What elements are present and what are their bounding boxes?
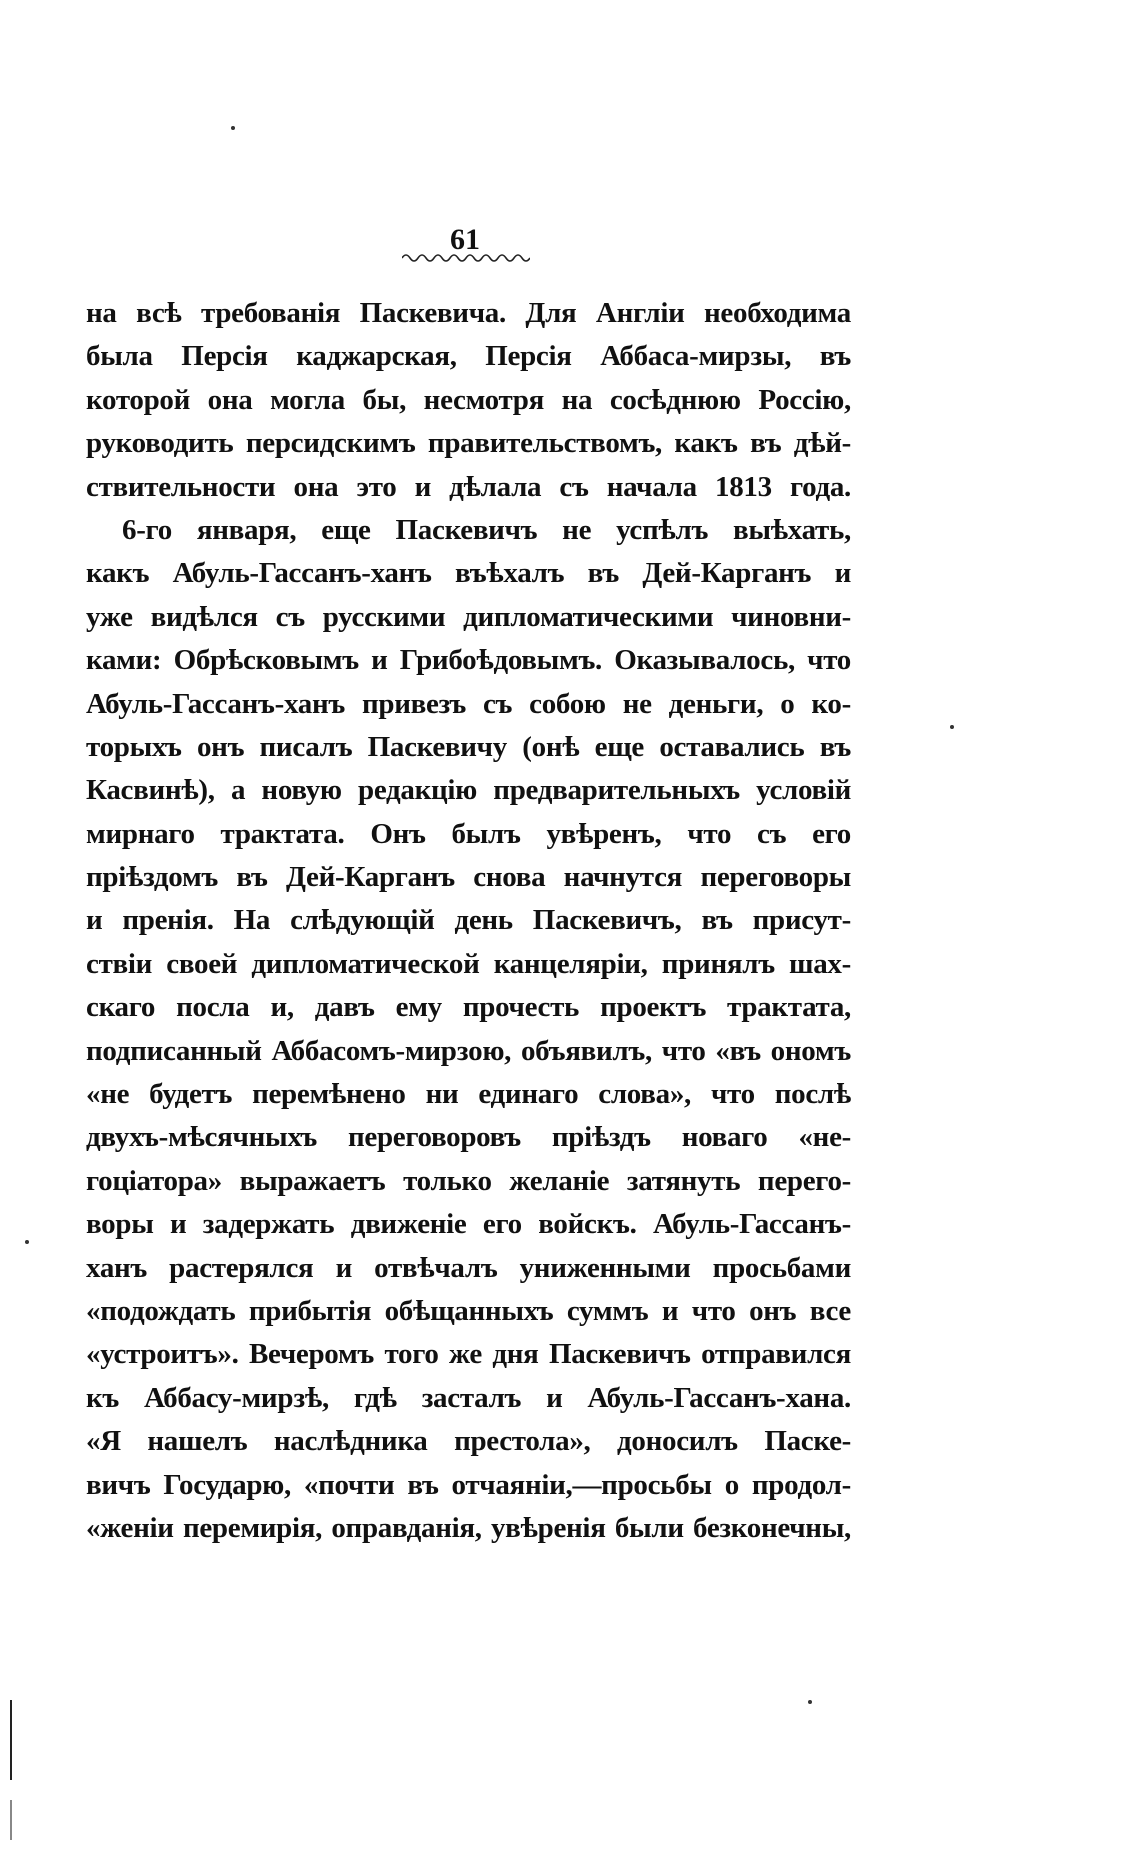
text-line: къ Аббасу-мирзѣ, гдѣ засталъ и Абуль-Гассанъ-хана. [86,1381,851,1414]
speck-mark [808,1700,812,1704]
text-line: «женіи перемирія, оправданія, увѣренія были безконечны, [86,1511,851,1544]
text-line: «подождать прибытія обѣщанныхъ суммъ и что онъ все [86,1294,851,1327]
text-line: руководить персидскимъ правительствомъ, какъ въ дѣй- [86,427,851,460]
page-number: 61 [450,223,480,256]
text-line: ханъ растерялся и отвѣчалъ униженными просьбами [86,1251,851,1284]
text-line: Касвинѣ), а новую редакцію предварительныхъ условій [86,774,851,807]
text-line: ствіи своей дипломатической канцеляріи, принялъ шах- [86,947,851,980]
wavy-rule-ornament [402,252,530,264]
text-line: гоціатора» выражаетъ только желаніе затянуть перего- [86,1164,851,1197]
text-line: Абуль-Гассанъ-ханъ привезъ съ собою не деньги, о ко- [86,687,851,720]
speck-mark [950,725,954,729]
text-line: какъ Абуль-Гассанъ-ханъ въѣхалъ въ Дей-Карганъ и [86,557,851,590]
text-line: на всѣ требованія Паскевича. Для Англіи необходима [86,297,851,329]
scan-edge-mark [10,1800,12,1840]
text-line: «устроитъ». Вечеромъ того же дня Паскевичъ отправился [86,1338,851,1371]
text-line: мирнаго трактата. Онъ былъ увѣренъ, что съ его [86,817,851,850]
text-line: торыхъ онъ писалъ Паскевичу (онѣ еще оставались въ [86,730,851,763]
scan-edge-mark [10,1700,12,1780]
text-line: уже видѣлся съ русскими дипломатическими чиновни- [86,600,851,633]
speck-mark [231,126,235,130]
text-line: которой она могла бы, несмотря на сосѣднюю Россію, [86,383,851,416]
text-line: «Я нашелъ наслѣдника престола», доносилъ Паске- [86,1425,851,1458]
text-line: ками: Обрѣсковымъ и Грибоѣдовымъ. Оказывалось, что [86,644,851,677]
text-line: и пренія. На слѣдующій день Паскевичъ, въ присут- [86,904,851,937]
text-line: 6-го января, еще Паскевичъ не успѣлъ выѣхать, [122,513,851,546]
speck-mark [25,1240,29,1244]
text-line: была Персія каджарская, Персія Аббаса-мирзы, въ [86,340,851,373]
text-line: ствительности она это и дѣлала съ начала 1813 года. [86,470,851,503]
text-line: вичъ Государю, «почти въ отчаяніи,—просьбы о продол- [86,1468,851,1501]
text-line: подписанный Аббасомъ-мирзою, объявилъ, что «въ ономъ [86,1034,851,1067]
text-line: двухъ-мѣсячныхъ переговоровъ пріѣздъ новаго «не- [86,1121,851,1154]
text-line: скаго посла и, давъ ему прочесть проектъ трактата, [86,991,851,1024]
text-line: «не будетъ перемѣнено ни единаго слова», что послѣ [86,1078,851,1111]
text-line: пріѣздомъ въ Дей-Карганъ снова начнутся переговоры [86,861,851,894]
text-line: воры и задержать движеніе его войскъ. Абуль-Гассанъ- [86,1208,851,1241]
body-text [86,292,851,1550]
